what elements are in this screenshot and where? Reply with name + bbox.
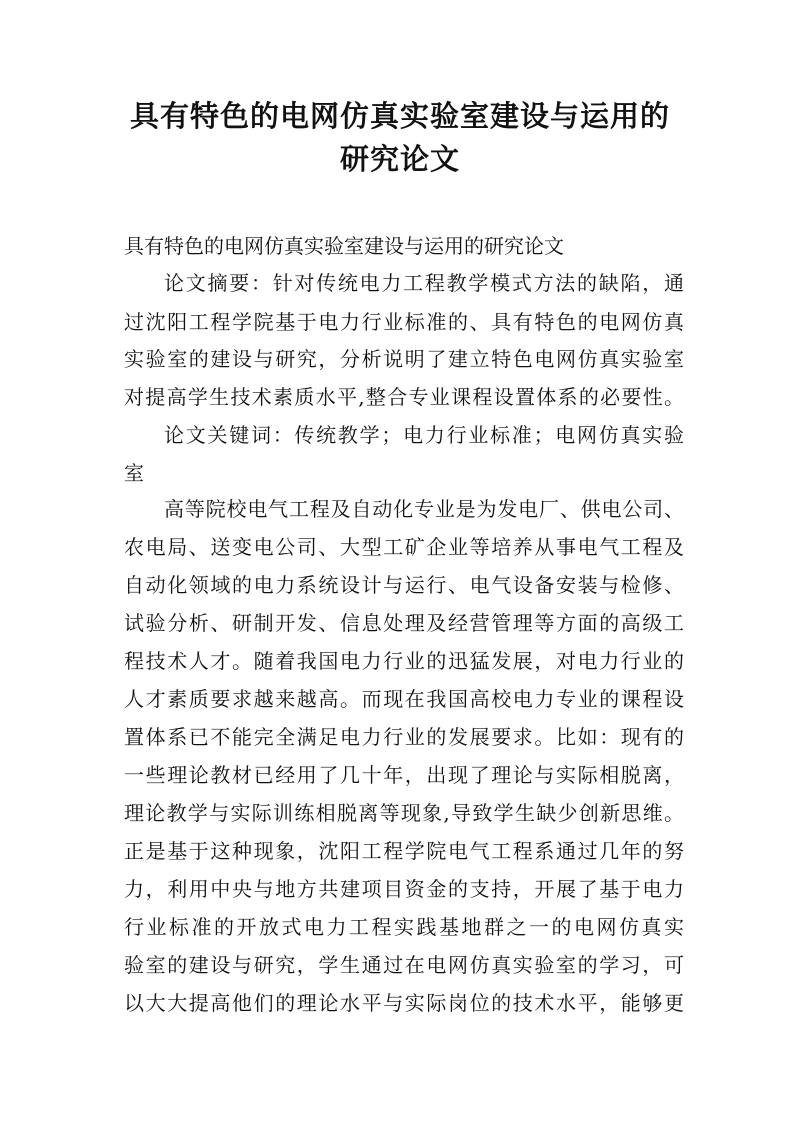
abstract-line: 实验室的建设与研究，分析说明了建立特色电网仿真实验室 <box>124 347 684 371</box>
abstract-line: 过沈阳工程学院基于电力行业标准的、具有特色的电网仿真 <box>124 310 684 334</box>
abstract-line: 论文摘要：针对传统电力工程教学模式方法的缺陷，通 <box>164 271 684 295</box>
body-text-line: 具有特色的电网仿真实验室建设与运用的研究论文 <box>124 234 564 258</box>
paragraph-line: 一些理论教材已经用了几十年，出现了理论与实际相脱离， <box>124 763 684 787</box>
paragraph-line: 自动化领域的电力系统设计与运行、电气设备安装与检修、 <box>124 573 684 597</box>
document-title-line-1: 具有特色的电网仿真实验室建设与运用的 <box>129 99 670 133</box>
document-title-line-2: 研究论文 <box>339 142 460 176</box>
paragraph-line: 力，利用中央与地方共建项目资金的支持，开展了基于电力 <box>124 877 684 901</box>
paragraph-line: 正是基于这种现象，沈阳工程学院电气工程系通过几年的努 <box>124 839 684 863</box>
keywords-line: 论文关键词：传统教学；电力行业标准；电网仿真实验 <box>164 423 684 447</box>
paragraph-line: 高等院校电气工程及自动化专业是为发电厂、供电公司、 <box>164 497 684 521</box>
paragraph-line: 程技术人才。随着我国电力行业的迅猛发展，对电力行业的 <box>124 649 684 673</box>
paragraph-line: 验室的建设与研究，学生通过在电网仿真实验室的学习，可 <box>124 953 684 977</box>
paragraph-line: 以大大提高他们的理论水平与实际岗位的技术水平，能够更 <box>124 991 684 1015</box>
paragraph-line: 试验分析、研制开发、信息处理及经营管理等方面的高级工 <box>124 611 684 635</box>
abstract-line: 对提高学生技术素质水平,整合专业课程设置体系的必要性。 <box>124 385 684 409</box>
paragraph-line: 行业标准的开放式电力工程实践基地群之一的电网仿真实 <box>124 915 684 939</box>
paragraph-line: 置体系已不能完全满足电力行业的发展要求。比如：现有的 <box>124 725 684 749</box>
keywords-line: 室 <box>124 461 144 485</box>
paragraph-line: 农电局、送变电公司、大型工矿企业等培养从事电气工程及 <box>124 535 684 559</box>
paragraph-line: 理论教学与实际训练相脱离等现象,导致学生缺少创新思维。 <box>124 801 684 825</box>
paragraph-line: 人才素质要求越来越高。而现在我国高校电力专业的课程设 <box>124 687 684 711</box>
